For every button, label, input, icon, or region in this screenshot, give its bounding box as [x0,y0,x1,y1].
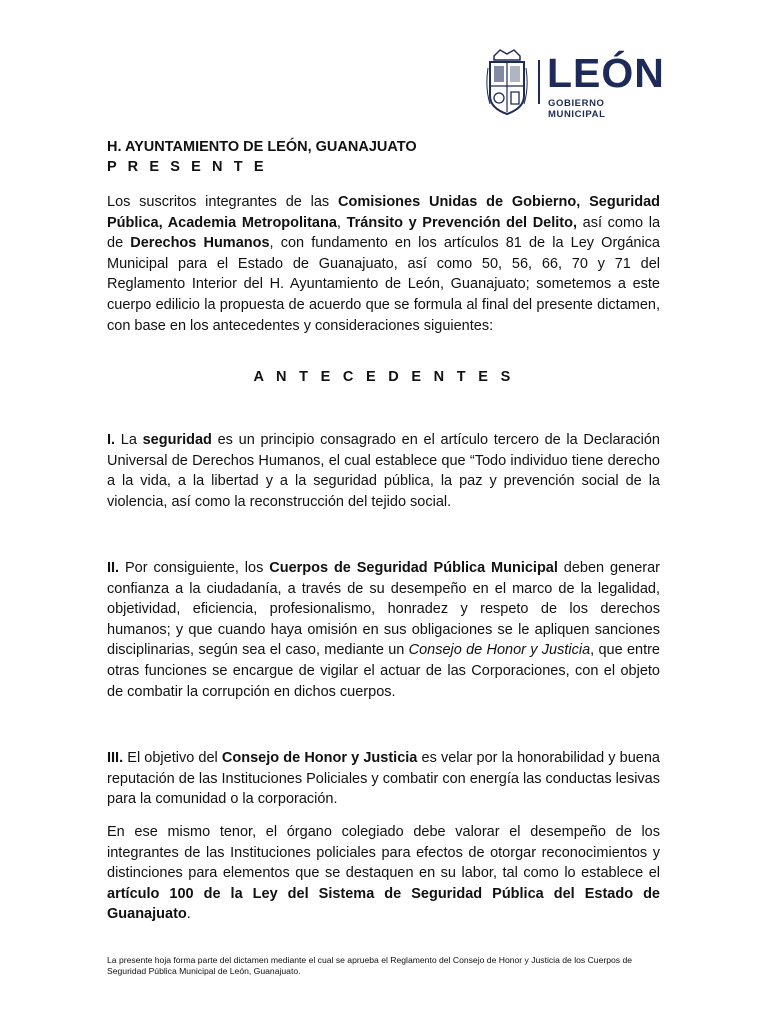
intro-bold-commissions: Comisiones Unidas de Gobierno, Seguridad Pública, Academia Metropolitana [107,194,660,231]
paragraph-bold: seguridad [142,432,212,448]
paragraph-text: es velar por la honorabilidad y buena reputación de las Instituciones Policiales y combatir con energía las conductas lesivas para la comunidad o la corporación. [107,750,660,808]
paragraph-bold: Consejo de Honor y Justicia [221,750,418,766]
addressee-block [107,137,417,177]
paragraph-text: Por consiguiente, los [119,560,270,576]
paragraph-number: II. [107,560,120,576]
paragraph-bold: Cuerpos de Seguridad Pública Municipal [269,560,558,576]
paragraph-text: . [186,906,191,923]
paragraph-number: I. [107,432,116,448]
paragraph-number: III. [107,750,124,766]
section-heading: A N T E C E D E N T E S [253,369,515,385]
intro-bold-human-rights: Derechos Humanos [130,235,270,252]
logo-subtitle: GOBIERNO MUNICIPAL [548,98,606,120]
paragraph-italic: Consejo de Honor y Justicia [408,642,591,659]
paragraph-text: El objetivo del [123,750,222,766]
intro-paragraph [107,192,660,336]
addressee-name: H. AYUNTAMIENTO DE LEÓN, GUANAJUATO [107,139,417,155]
intro-text: , con fundamento en los artículos 81 de la Ley Orgánica Municipal para el Estado de Guanajuato, así como 50, 56, 66, 70 y 71 del Reglamento Interior del H. Ayuntamiento de León, Guanajuato; sometemos a este cuerpo edilicio la propuesta de acuerdo que se formula al final del presente dictamen, con base en los antecedentes y consideraciones siguientes: [107,235,660,334]
paragraph-text: deben generar confianza a la ciudadanía, a través de su desempeño en el marco de la legalidad, objetividad, eficiencia, profesionalismo, honradez y respeto de los derechos humanos; y que cuando haya omisión en sus obligaciones se le apliquen sanciones disciplinarias, según sea el caso, mediante un [107,560,661,659]
paragraph-text: es un principio consagrado en el artículo tercero de la Declaración Universal de Derechos Humanos, el cual establece que “Todo individuo tiene derecho a la vida, a la libertad y a la seguridad pública, la paz y prevención social de la violencia, así como la reconstrucción del tejido social. [107,432,660,510]
intro-text: , [336,214,347,231]
paragraph-iii [107,748,660,810]
addressee-presente: P R E S E N T E [107,159,268,175]
page-footer-note: La presente hoja forma parte del dictamen mediante el cual se aprueba el Reglamento del Consejo de Honor y Justicia de los Cuerpos de Seguridad Pública Municipal de León, Guanajuato. [107,955,633,976]
paragraph-ii [107,558,660,702]
paragraph-iv [107,822,660,925]
coat-of-arms-icon [486,48,528,118]
paragraph-text: , que entre otras funciones se encargue de vigilar el actuar de las Corporaciones, con el objeto de combatir la corrupción en dichos cuerpos. [107,642,660,700]
intro-text: así como la de [107,214,661,252]
intro-bold-transit: Tránsito y Prevención del Delito, [346,214,578,231]
municipal-logo [486,48,665,120]
paragraph-i [107,430,660,512]
logo-divider [538,60,540,104]
intro-text: Los suscritos integrantes de las [107,194,338,210]
logo-wordmark: LEÓN [547,50,665,96]
paragraph-bold: artículo 100 de la Ley del Sistema de Seguridad Pública del Estado de Guanajuato [107,885,660,923]
paragraph-text: La [115,432,143,448]
paragraph-text: En ese mismo tenor, el órgano colegiado debe valorar el desempeño de los integrantes de las Instituciones policiales para efectos de otorgar reconocimientos y distinciones para elementos que se destaquen en su labor, tal como lo establece el [107,824,660,882]
